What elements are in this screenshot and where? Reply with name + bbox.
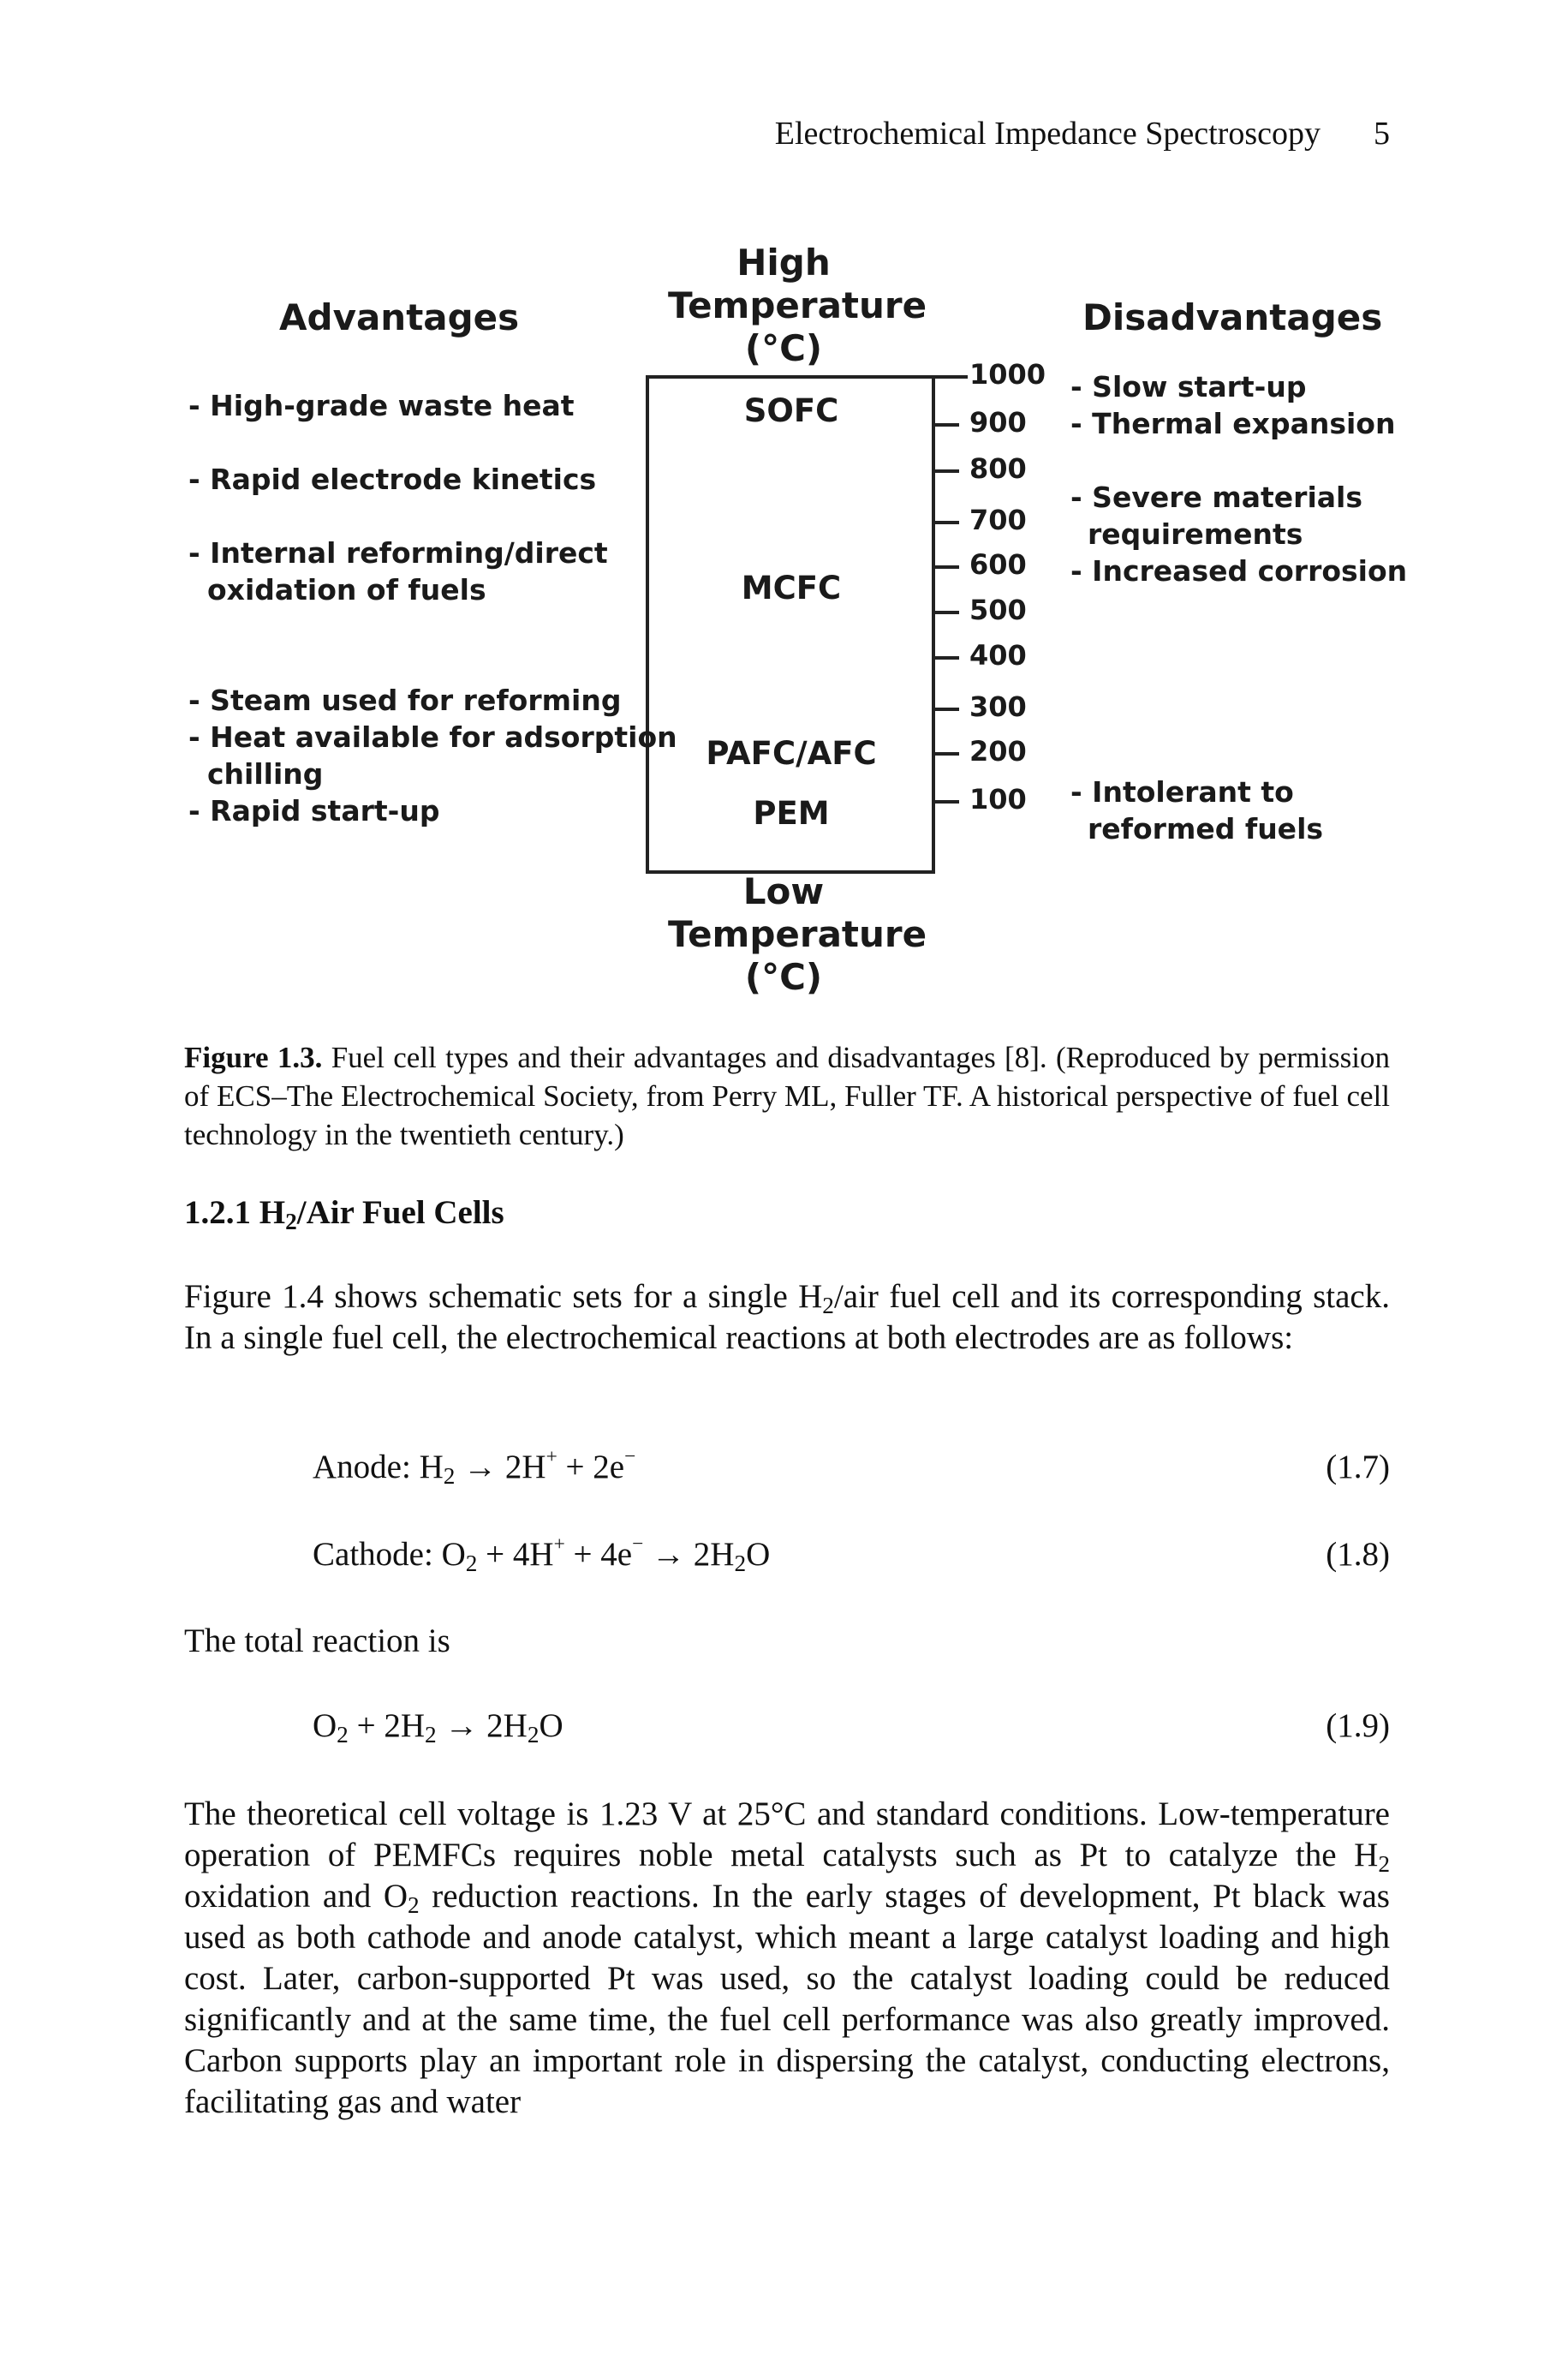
high-label-line2: Temperature (668, 284, 927, 326)
running-title: Electrochemical Impedance Spectroscopy (774, 116, 1321, 152)
tick-label: 400 (969, 639, 1027, 672)
section-title-sub: 2 (285, 1208, 297, 1234)
axis-tick (932, 565, 959, 569)
paragraph-intro (184, 1276, 1390, 1359)
axis-tick (932, 469, 959, 473)
caption-text: Fuel cell types and their advantages and disadvantages [8]. (Reproduced by permission of ECS–The Electrochemical Society, from Perry ML, Fuller TF. A historical perspective of fuel cell technology in the twentieth century.) (184, 1041, 1390, 1151)
tick-label: 100 (969, 783, 1027, 816)
page-number: 5 (1374, 116, 1390, 152)
section-number: 1.2.1 (184, 1194, 251, 1231)
high-label-line3: (°C) (744, 327, 823, 369)
equation-total: $O_2 + 2H_2 \to 2H_2O$ (1.9) (313, 1707, 1390, 1748)
tick-label: 700 (969, 504, 1027, 536)
disadvantage-item: - Severe materials (1070, 481, 1362, 514)
advantage-item: - High-grade waste heat (188, 389, 575, 422)
disadvantage-item: - Slow start-up (1070, 370, 1307, 403)
subscript: 2 (822, 1292, 834, 1318)
disadvantage-item: - Thermal expansion (1070, 407, 1396, 440)
paragraph-text: oxidation and O (184, 1878, 408, 1915)
cell-type-pem: PEM (753, 795, 830, 832)
tick-label: 1000 (969, 358, 1046, 391)
axis-tick (932, 375, 968, 379)
disadvantage-item: - Increased corrosion (1070, 554, 1408, 588)
equation-number: (1.7) (1326, 1449, 1390, 1485)
equation-label: Anode: (313, 1449, 420, 1485)
low-label-line2: Temperature (668, 913, 927, 955)
section-title-rest: /Air Fuel Cells (296, 1194, 504, 1231)
advantages-heading: Advantages (279, 296, 520, 338)
section-heading (184, 1193, 504, 1232)
paragraph-text: /air fuel cell and its corresponding stack. In a single fuel cell, the electrochemical reactions at both electrodes are as follows: (184, 1278, 1390, 1356)
axis-tick (932, 611, 959, 614)
disadvantage-item: reformed fuels (1088, 812, 1324, 845)
equation-anode: Anode: $H_2 \to 2H^+ + 2e^-$ (1.7) (313, 1445, 1390, 1489)
subscript: 2 (1378, 1850, 1390, 1877)
advantage-item: - Internal reforming/direct (188, 536, 608, 570)
tick-label: 800 (969, 452, 1027, 485)
axis-tick (932, 708, 959, 711)
axis-tick (932, 656, 959, 660)
figure-caption (184, 1038, 1390, 1154)
caption-label: Figure 1.3. (184, 1041, 323, 1074)
tick-label: 600 (969, 548, 1027, 581)
section-title-h: H (259, 1194, 286, 1231)
high-temperature-label (668, 242, 927, 370)
low-label-line1: Low (742, 870, 825, 912)
paragraph-text: Figure 1.4 shows schematic sets for a single H (184, 1278, 823, 1315)
axis-tick (932, 423, 959, 427)
cell-type-sofc: SOFC (743, 392, 839, 429)
equation-label: Cathode: (313, 1536, 442, 1573)
tick-label: 900 (969, 406, 1027, 439)
advantage-item: chilling (207, 757, 324, 791)
high-label-line1: High (736, 242, 831, 284)
paragraph-voltage (184, 1794, 1390, 2123)
advantage-item: - Rapid electrode kinetics (188, 463, 597, 496)
advantage-item: oxidation of fuels (207, 573, 486, 606)
fuel-cell-figure (0, 0, 1568, 1011)
disadvantages-heading: Disadvantages (1082, 296, 1383, 338)
equation-number: (1.8) (1326, 1536, 1390, 1573)
disadvantage-item: requirements (1088, 517, 1303, 551)
subscript: 2 (408, 1891, 420, 1918)
total-reaction-text: The total reaction is (184, 1622, 450, 1659)
equation-number: (1.9) (1326, 1707, 1390, 1744)
low-label-line3: (°C) (744, 956, 823, 998)
advantage-item: - Rapid start-up (188, 794, 440, 828)
cell-type-pafc-afc: PAFC/AFC (706, 735, 877, 772)
cell-type-mcfc: MCFC (741, 570, 842, 606)
axis-tick (932, 752, 959, 756)
tick-label: 300 (969, 690, 1027, 723)
low-temperature-label (668, 870, 927, 999)
advantage-item: - Steam used for reforming (188, 684, 622, 717)
axis-tick (932, 800, 959, 804)
tick-label: 200 (969, 735, 1027, 768)
paragraph-text: reduction reactions. In the early stages of development, Pt black was used as both cathode and anode catalyst, which meant a large catalyst loading and high cost. Later, carbon-supported Pt was used, so the catalyst loading could be reduced significantly and at the same time, the fuel cell performance was also greatly improved. Carbon supports play an important role in dispersing the catalyst, conducting electrons, facilitating gas and water (184, 1878, 1390, 2120)
tick-label: 500 (969, 594, 1027, 626)
equation-cathode: Cathode: $O_2 + 4H^+ + 4e^- \to 2H_2O$ (1.8) (313, 1533, 1390, 1576)
paragraph-text: The theoretical cell voltage is 1.23 V at 25°C and standard conditions. Low-temperature operation of PEMFCs requires noble metal catalysts such as Pt to catalyze the H (184, 1795, 1390, 1873)
axis-tick (932, 521, 959, 524)
advantage-item: - Heat available for adsorption (188, 720, 677, 754)
disadvantage-item: - Intolerant to (1070, 775, 1294, 809)
